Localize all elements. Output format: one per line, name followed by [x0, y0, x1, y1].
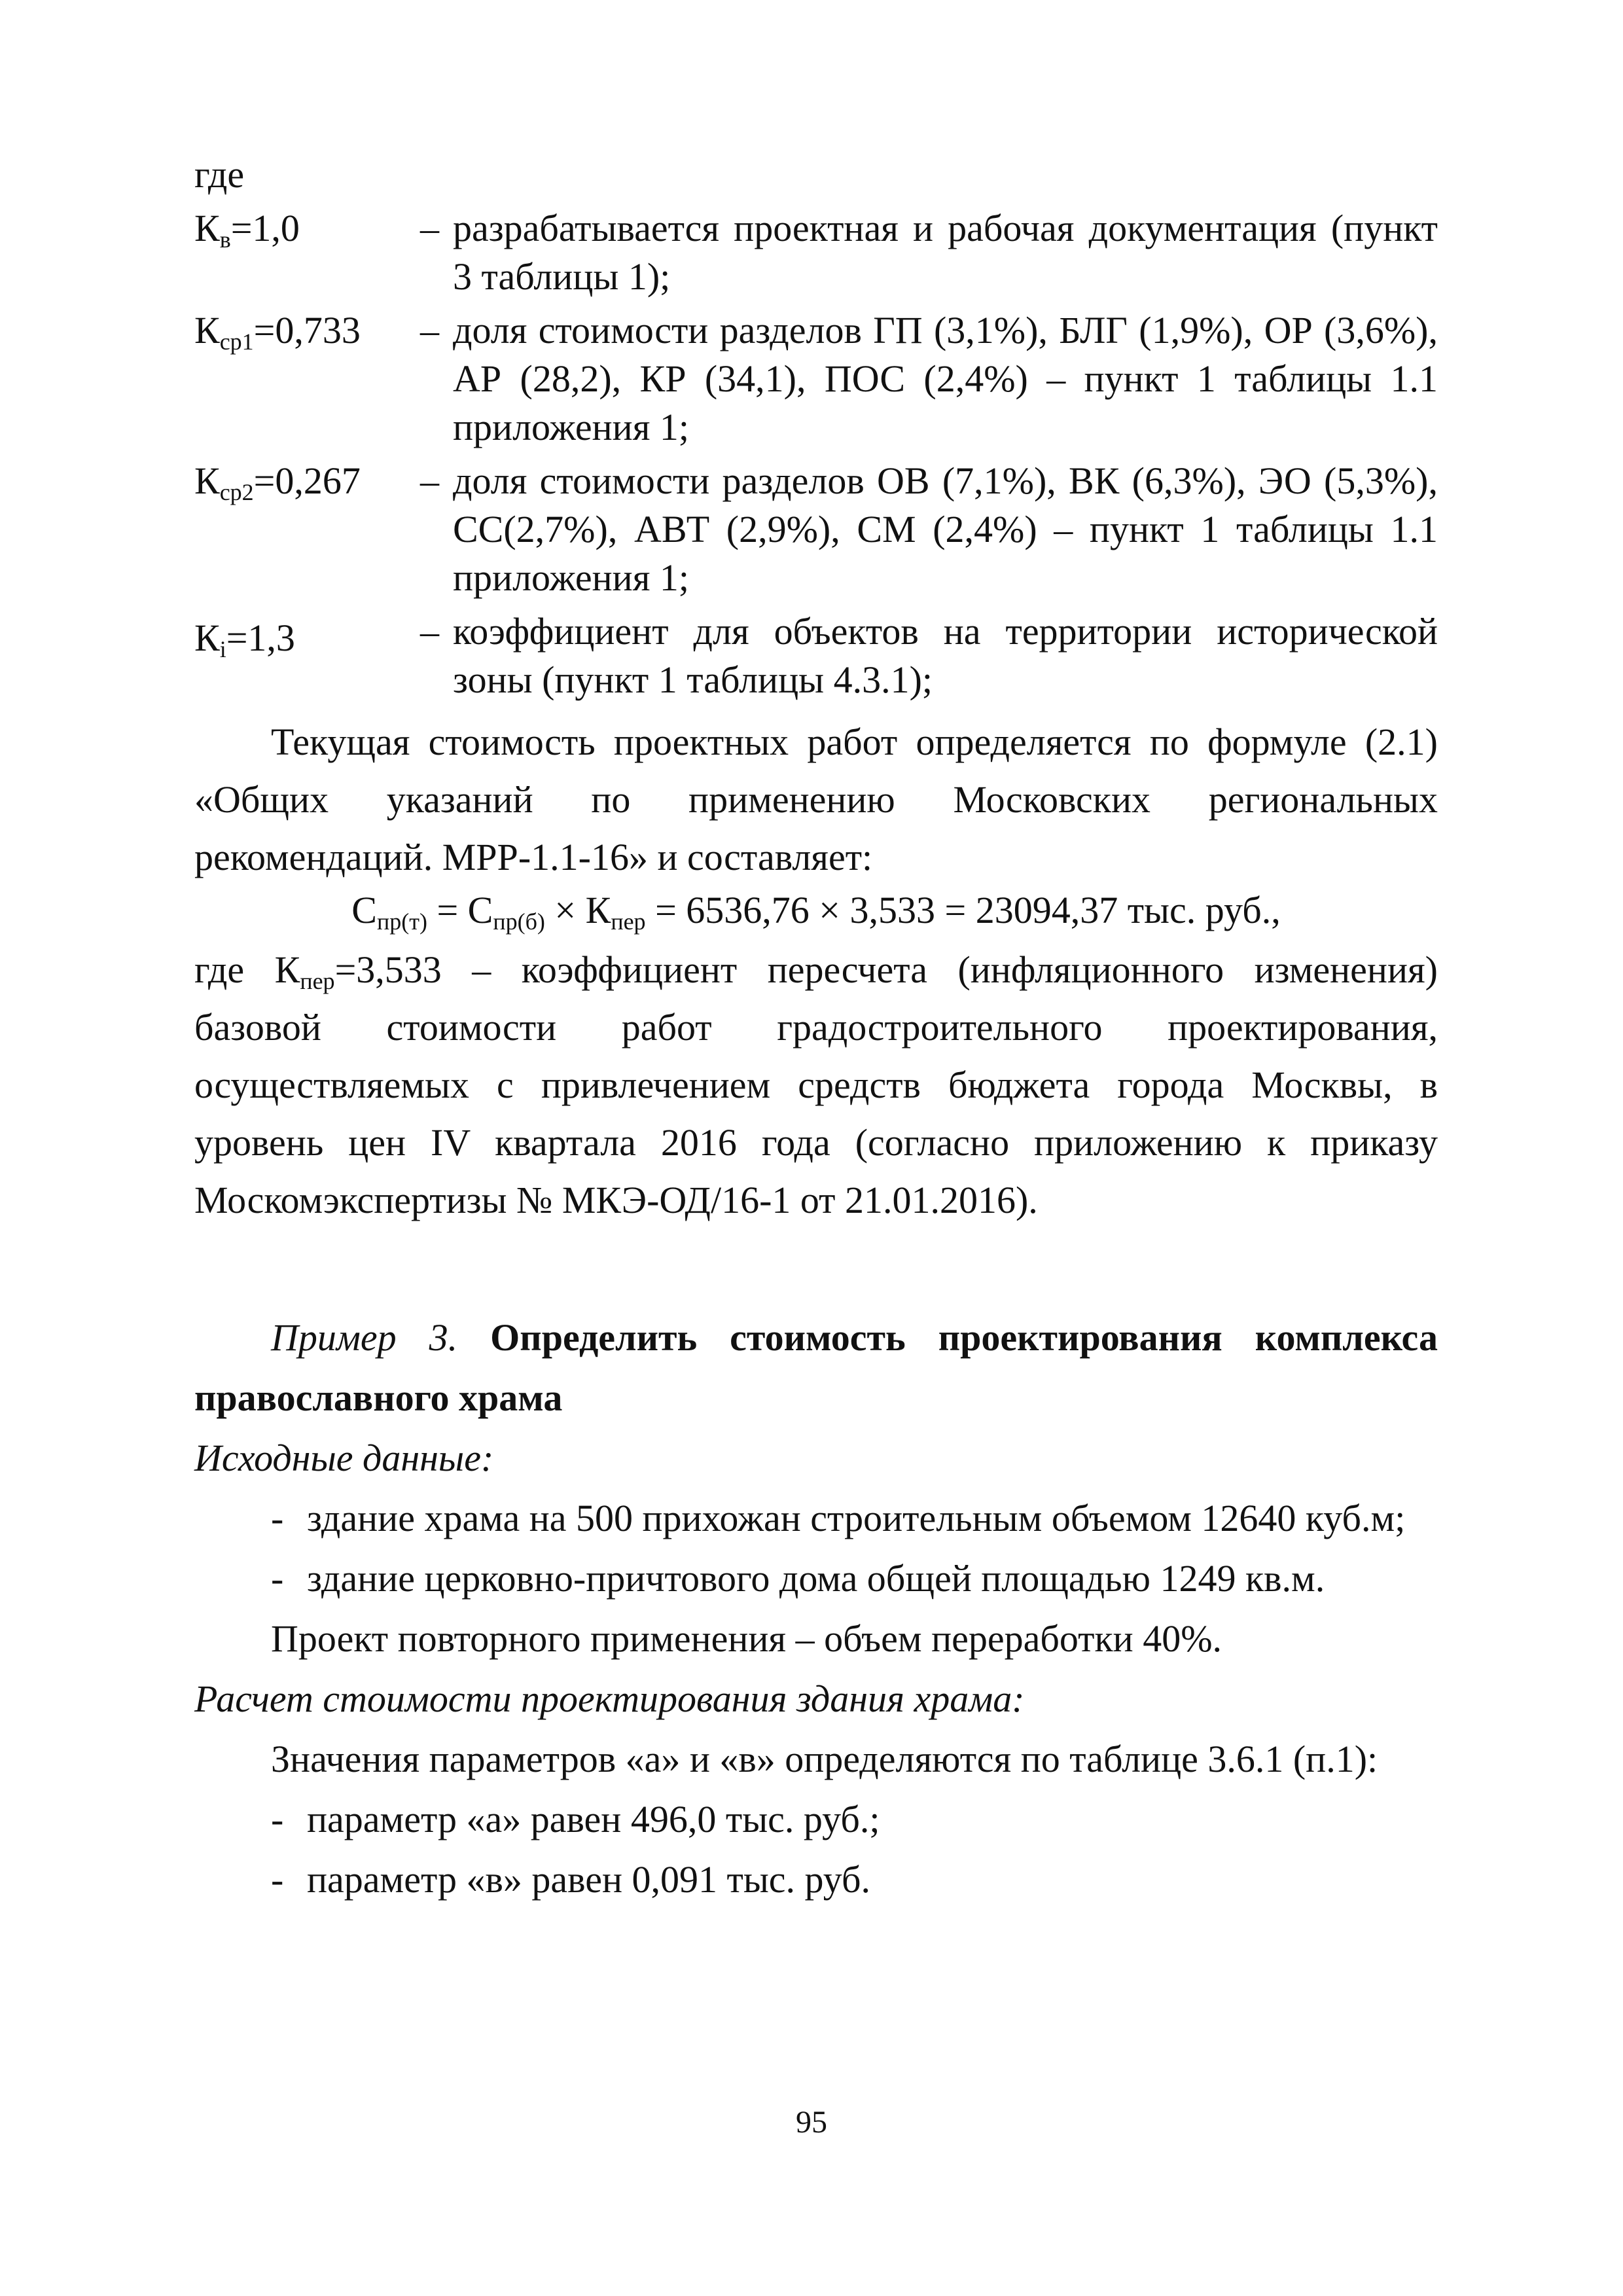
symbol-letter: К — [194, 207, 220, 249]
symbol-subscript: ср2 — [219, 479, 254, 505]
list-item-text: здание храма на 500 прихожан строительным объемом 12640 куб.м; — [307, 1497, 1406, 1539]
definition-row — [194, 306, 1438, 452]
symbol-letter: К — [194, 309, 220, 351]
reuse-line: Проект повторного применения – объем переработки 40%. — [271, 1617, 1222, 1660]
definition-dash: – — [420, 207, 439, 249]
params-intro: Значения параметров «а» и «в» определяются по таблице 3.6.1 (п.1): — [271, 1738, 1378, 1780]
symbol-subscript: ср1 — [219, 329, 254, 355]
symbol-subscript: в — [219, 226, 231, 253]
list-item — [194, 1488, 1438, 1549]
list-item-text: параметр «а» равен 496,0 тыс. руб.; — [307, 1798, 880, 1840]
definition-dash: – — [420, 309, 439, 351]
calc-heading: Расчет стоимости проектирования здания храма: — [194, 1677, 1025, 1720]
definition-text: коэффициент для объектов на территории исторической зоны (пункт 1 таблицы 4.3.1); — [453, 610, 1438, 701]
symbol-value: =0,267 — [253, 459, 361, 502]
coefficient-symbol — [194, 306, 420, 355]
recalc-subscript: пер — [300, 968, 335, 994]
symbol-letter: К — [194, 617, 220, 659]
formula-symbol: К — [585, 889, 611, 931]
example-heading — [194, 1308, 1438, 1428]
formula-subscript: пр(т) — [376, 908, 427, 935]
formula-operator: × — [544, 889, 586, 931]
cost-formula — [194, 886, 1438, 935]
coefficient-symbol — [194, 607, 420, 662]
example-title: Определить стоимость проектирования комплекса православного храма — [194, 1316, 1438, 1419]
formula-subscript: пр(б) — [493, 908, 545, 935]
list-item — [194, 1549, 1438, 1609]
current-cost-paragraph: Текущая стоимость проектных работ определяется по формуле (2.1) «Общих указаний по применению Московских региональных рекомендаций. МРР-1.1-16» и составляет: — [194, 721, 1438, 878]
formula-result: = 6536,76 × 3,533 = 23094,37 тыс. руб., — [645, 889, 1281, 931]
symbol-subscript: i — [219, 636, 226, 662]
symbol-value: =1,0 — [230, 207, 300, 249]
page-number: 95 — [796, 2105, 827, 2140]
coefficient-symbol — [194, 204, 420, 253]
formula-subscript: пер — [611, 908, 646, 935]
definition-text: доля стоимости разделов ОВ (7,1%), ВК (6,3%), ЭО (5,3%), СС(2,7%), АВТ (2,9%), СМ (2,4%) – пункт 1 таблицы 1.1 приложения 1; — [453, 459, 1438, 599]
list-item-text: здание церковно-причтового дома общей площадью 1249 кв.м. — [307, 1557, 1325, 1600]
recalc-prefix: где К — [194, 948, 300, 991]
recalc-text: =3,533 – коэффициент пересчета (инфляционного изменения) базовой стоимости работ градостроительного проектирования, осуществляемых с привлечением средств бюджета города Москвы, в уровень цен IV квартала 2016 года (согласно приложению к приказу Москомэкспертизы № МКЭ-ОД/16-1 от 21.01.2016). — [194, 948, 1438, 1221]
recalc-coefficient-paragraph — [194, 941, 1438, 1229]
bullet-mark: - — [271, 1497, 284, 1539]
symbol-letter: К — [194, 459, 220, 502]
example-label: Пример 3. — [271, 1316, 458, 1359]
coefficient-symbol — [194, 457, 420, 505]
source-data-heading: Исходные данные: — [194, 1437, 494, 1479]
list-item — [194, 1789, 1438, 1850]
bullet-mark: - — [271, 1798, 284, 1840]
list-item-text: параметр «в» равен 0,091 тыс. руб. — [307, 1858, 871, 1901]
formula-symbol: С — [467, 889, 493, 931]
definition-dash: – — [420, 610, 439, 653]
definition-row — [194, 607, 1438, 704]
definition-row — [194, 457, 1438, 602]
definition-dash: – — [420, 459, 439, 502]
formula-operator: = — [427, 889, 468, 931]
symbol-value: =0,733 — [253, 309, 361, 351]
bullet-mark: - — [271, 1557, 284, 1600]
formula-symbol: С — [351, 889, 377, 931]
bullet-mark: - — [271, 1858, 284, 1901]
symbol-value: =1,3 — [226, 617, 295, 659]
definition-text: доля стоимости разделов ГП (3,1%), БЛГ (1,9%), ОР (3,6%), АР (28,2), КР (34,1), ПОС (2,4%) – пункт 1 таблицы 1.1 приложения 1; — [453, 309, 1438, 448]
list-item — [194, 1850, 1438, 1910]
definition-text: разрабатывается проектная и рабочая документация (пункт 3 таблицы 1); — [453, 207, 1438, 298]
page-content — [194, 151, 1438, 1910]
definition-row — [194, 204, 1438, 301]
where-intro: где — [194, 153, 245, 196]
